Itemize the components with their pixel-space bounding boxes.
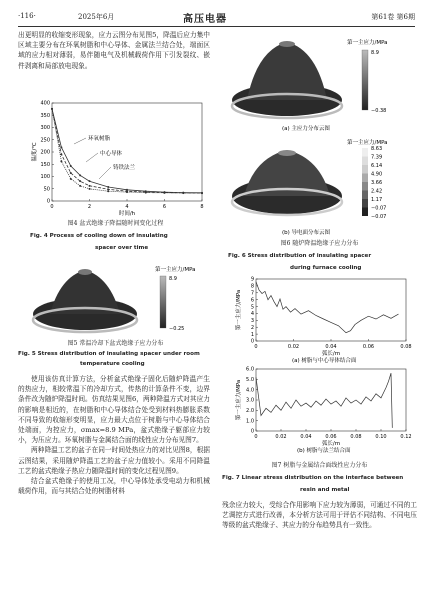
colorbar	[362, 50, 368, 110]
x-tick-label: 0.02	[275, 434, 287, 440]
y-tick-label: 1	[250, 331, 254, 338]
x-tick-label: 0.04	[300, 434, 312, 440]
colorbar-title: 第一主应力/MPa	[347, 40, 388, 46]
colorbar-min: −0.25	[169, 326, 185, 332]
y-tick-label: 2	[250, 324, 254, 331]
x-tick-label: 4	[125, 204, 129, 210]
paragraph: 使用该仿真计算方法，分析盆式绝缘子固化后随炉降温产生的热应力，相较常温下的冷却方式，传热的计算条件不变，边界条件改为随炉降温时间。仿真结果见图6，两种降温方式对其应力的影响是相近的，在树脂和中心导体结合处受到材料热膨胀系数不同导致的收缩形变明显，应力最大点位于树脂与中心导体结合处端面，为控应力，σmax=8.9 MPa，盆式绝缘子躯部应力较小，为压应力。环氧树脂与金属结合面的线性应力分布见图7。	[18, 375, 210, 445]
fig4-caption-en-2: spacer over time	[95, 245, 149, 251]
center-conductor	[278, 150, 296, 156]
colorbar-label: 4.90	[371, 171, 383, 178]
colorbar-segment	[362, 174, 368, 183]
series-line	[256, 282, 399, 333]
left-column-bottom	[18, 374, 210, 496]
x-axis-label: 时间/h	[118, 211, 136, 217]
fig7b-label: (b) 树脂与法兰结合面	[297, 448, 351, 453]
journal-title: 高压电器	[183, 14, 227, 25]
y-tick-label: 1.0	[246, 418, 254, 425]
colorbar-segment	[362, 148, 368, 157]
x-tick-label: 0	[254, 434, 258, 440]
fig4-caption-cn: 图4 盆式绝缘子降温随时间变化过程	[67, 220, 164, 227]
x-tick-label: 0.02	[287, 344, 300, 350]
data-point	[201, 192, 203, 194]
y-axis-label: 第一主应力/MPa	[236, 289, 242, 331]
y-tick-label: 0	[250, 338, 254, 345]
data-point	[89, 180, 91, 182]
x-axis-label: 弧长/m	[321, 441, 341, 447]
center-conductor	[279, 41, 295, 47]
data-point	[60, 153, 62, 155]
series-line	[52, 109, 202, 193]
y-tick-label: 5	[250, 304, 254, 311]
series-leader	[74, 138, 86, 144]
data-point	[79, 174, 81, 176]
colorbar-label: 7.39	[371, 154, 383, 161]
colorbar-label: 6.14	[371, 163, 383, 169]
fig6a-label: (a) 主应力分布云图	[282, 126, 330, 132]
fig7-caption-en: Fig. 7 Linear stress distribution on the interface between	[222, 475, 404, 481]
right-column-text	[222, 500, 417, 531]
y-tick-label: 200	[40, 149, 50, 156]
x-tick-label: 0.06	[362, 344, 375, 350]
series-label: 铸铁法兰	[113, 165, 136, 171]
series-line	[52, 109, 202, 193]
colorbar-segment	[362, 165, 368, 174]
fig7b-chart	[222, 365, 417, 453]
x-tick-label: 8	[200, 204, 204, 210]
series-label: 中心导体	[100, 151, 123, 157]
y-tick-label: 50	[43, 186, 50, 193]
y-tick-label: 300	[40, 125, 50, 132]
data-point	[60, 160, 62, 162]
data-point	[70, 165, 72, 167]
data-point	[79, 180, 81, 182]
y-axis-label: 温度/℃	[32, 142, 38, 162]
colorbar-label: −0.07	[371, 214, 387, 220]
y-tick-label: 0	[250, 428, 254, 435]
colorbar-segment	[362, 157, 368, 166]
x-tick-label: 0	[50, 204, 54, 210]
colorbar-label: 2.42	[371, 188, 383, 195]
colorbar-title: 第一主应力/MPa	[347, 140, 388, 146]
fig6-caption-en-2: during furnace cooling	[290, 265, 362, 271]
y-tick-label: 0	[46, 198, 50, 205]
paragraph: 结合盆式绝缘子的使用工况，中心导体处承受电动力和机械载荷作用，而与其结合处的树脂材料	[18, 477, 210, 496]
colorbar-label: 3.66	[371, 180, 383, 186]
insulator-dome	[247, 42, 327, 100]
series-line	[256, 373, 392, 428]
fig7-caption-en-2: resin and metal	[300, 487, 350, 493]
colorbar-segment	[362, 208, 368, 217]
x-tick-label: 0.04	[325, 344, 337, 350]
y-axis-label: 第一主应力/MPa	[236, 379, 242, 421]
series-leader	[86, 153, 98, 162]
x-tick-label: 0.08	[400, 344, 412, 350]
fig5-caption-en: Fig. 5 Stress distribution of insulating spacer under room	[18, 351, 200, 357]
fig4-chart	[18, 95, 213, 220]
fig5-caption-en-2: temperature cooling	[80, 361, 145, 367]
x-tick-label: 0.12	[400, 434, 412, 440]
data-point	[107, 190, 109, 192]
plot-frame	[256, 279, 406, 341]
plot-frame	[52, 103, 202, 201]
y-tick-label: 2.0	[246, 408, 254, 415]
data-point	[145, 192, 147, 194]
data-point	[107, 188, 109, 190]
colorbar-label: 1.17	[371, 197, 383, 203]
colorbar	[160, 276, 166, 328]
colorbar-label: −0.07	[371, 205, 387, 212]
fig6-caption-cn: 图6 随炉降温绝缘子应力分布	[280, 240, 359, 247]
colorbar-min: −0.38	[371, 108, 387, 114]
fig6b-contour	[222, 138, 417, 238]
data-point	[89, 188, 91, 190]
y-tick-label: 150	[40, 161, 50, 168]
series-line	[52, 109, 202, 193]
paragraph: 残余应力较大，受综合作用影响下应力较为薄弱，可通过不同的工艺调控方式进行改善，本分析方法可用于评估不同结构、不同电压等级的盆式绝缘子、其应力的分布趋势具有一致性。	[222, 501, 417, 530]
issue-date: 2025年6月	[78, 13, 115, 21]
colorbar-segment	[362, 199, 368, 208]
page-header	[18, 10, 415, 24]
y-tick-label: 3	[250, 318, 254, 325]
y-tick-label: 4.0	[246, 387, 254, 394]
center-conductor	[78, 269, 92, 275]
fig6-caption-en: Fig. 6 Stress distribution of insulating spacer	[228, 253, 372, 259]
y-tick-label: 5.0	[246, 377, 254, 384]
y-tick-label: 8	[250, 283, 254, 290]
y-tick-label: 400	[40, 100, 50, 107]
fig4-caption-en: Fig. 4 Process of cooling down of insulating	[30, 233, 168, 239]
volume-issue: 第61卷 第6期	[371, 13, 415, 21]
colorbar-max: 8.9	[371, 50, 379, 56]
fig5-contour	[30, 262, 215, 340]
x-tick-label: 0.08	[350, 434, 362, 440]
data-point	[182, 192, 184, 194]
x-axis-label: 弧长/m	[321, 351, 341, 357]
data-point	[60, 146, 62, 148]
y-tick-label: 4	[250, 311, 254, 318]
colorbar-label: 8.63	[371, 146, 383, 152]
data-point	[89, 185, 91, 187]
data-point	[70, 172, 72, 174]
x-tick-label: 0.06	[325, 434, 337, 440]
data-point	[70, 178, 72, 180]
plot-frame	[256, 369, 406, 431]
y-tick-label: 6.0	[246, 366, 254, 373]
y-tick-label: 250	[40, 137, 50, 144]
data-point	[107, 186, 109, 188]
header-rule	[18, 26, 415, 27]
data-point	[164, 192, 166, 194]
y-tick-label: 100	[40, 174, 50, 181]
left-column-top	[18, 30, 210, 71]
y-tick-label: 9	[250, 276, 254, 283]
data-point	[126, 191, 128, 193]
data-point	[79, 185, 81, 187]
fig6a-contour	[222, 30, 417, 134]
colorbar-title: 第一主应力/MPa	[155, 267, 196, 273]
series-label: 环氧树脂	[88, 136, 111, 142]
fig7a-chart	[222, 275, 417, 363]
x-tick-label: 2	[87, 204, 92, 210]
paragraph: 出更明显的收缩变形现象，应力云图分布见图5，降温后应力集中区域主要分布在环氧树脂和中心导体、金属法兰结合处，端面区域的应力相对薄弱，易伴随电气及机械载荷作用下引发裂纹、嵌件剥离和局部放电现象。	[18, 31, 210, 70]
fig5-caption-cn: 图5 常温冷却下盆式绝缘子应力分布	[67, 340, 164, 347]
y-tick-label: 7	[250, 290, 254, 297]
page-number: ·116·	[18, 12, 36, 20]
fig7-caption-cn: 图7 树脂与金属结合面线性应力分布	[271, 462, 368, 469]
y-tick-label: 6	[250, 297, 254, 304]
paragraph: 两种降温工艺的盆子在同一时间处热应力的对比见图8，根据云图结果，采用随炉降温工艺的盆子应力值较小。采用不同降温工艺的盆式绝缘子热应力随降温时间的变化过程见图9。	[18, 446, 210, 475]
fig7a-label: (a) 树脂与中心导体结合面	[292, 358, 357, 363]
colorbar-max: 8.9	[169, 276, 177, 282]
fig6b-label: (b) 导电面分布云图	[282, 230, 331, 236]
data-point	[51, 108, 53, 110]
y-tick-label: 350	[40, 112, 50, 119]
y-tick-label: 3.0	[246, 397, 254, 404]
colorbar-segment	[362, 182, 368, 191]
x-tick-label: 6	[162, 204, 167, 210]
colorbar-segment	[362, 191, 368, 200]
x-tick-label: 0.10	[375, 434, 387, 440]
series-leader	[99, 167, 111, 179]
x-tick-label: 0	[254, 344, 258, 350]
